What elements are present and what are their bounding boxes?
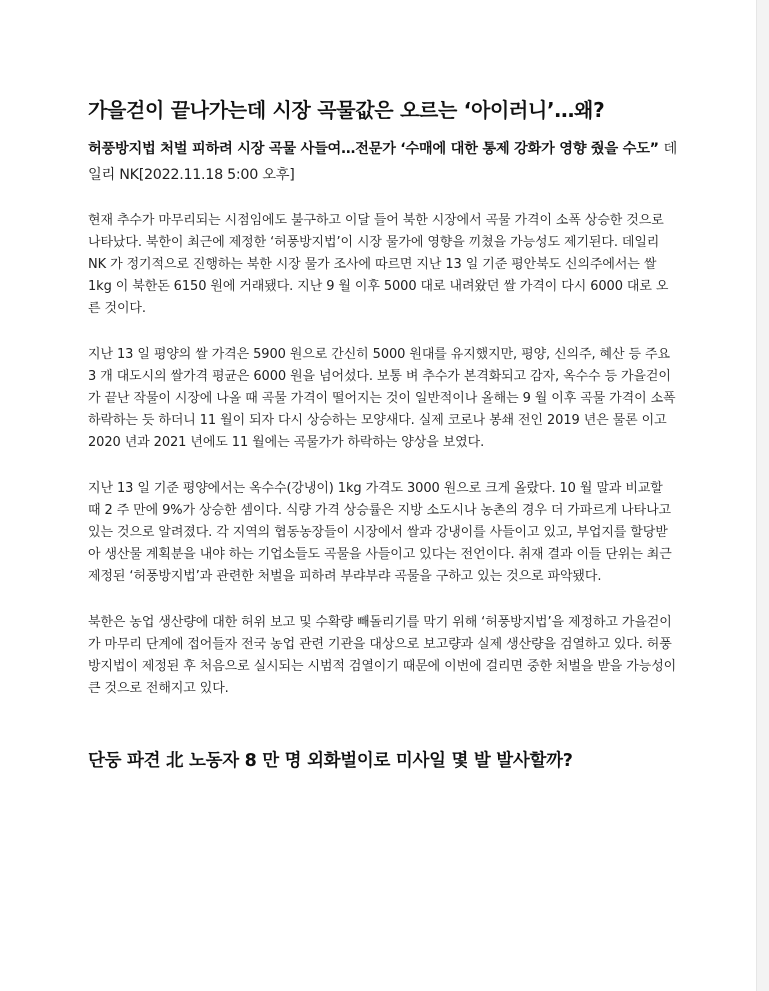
article-paragraph-1: 현재 추수가 마무리되는 시점임에도 불구하고 이달 들어 북한 시장에서 곡물 가격이 소폭 상승한 것으로 나타났다. 북한이 최근에 제정한 ‘허풍방지법’이 시장 물가에 영향을 끼쳤을 가능성도 제기된다. 데일리 NK 가 정기적으로 진행하는 북한 시장 물가 조사에 따르면 지난 13 일 기준 평안북도 신의주에서는 쌀 1kg 이 북한돈 6150 원에 거래됐다. 지난 9 월 이후 5000 대로 내려왔던 쌀 가격이 다시 6000 대로 오른 것이다. [88,213,669,316]
page-edge [756,0,769,991]
article-subheadline-line [88,136,678,188]
article-subheadline: 허풍방지법 처벌 피하려 시장 곡물 사들여…전문가 ‘수매에 대한 통제 강화가 영향 줬을 수도” [88,141,659,157]
article-paragraph-2: 지난 13 일 평양의 쌀 가격은 5900 원으로 간신히 5000 원대를 유지했지만, 평양, 신의주, 혜산 등 주요 3 개 대도시의 쌀가격 평균은 6000 원을 넘어섰다. 보통 벼 추수가 본격화되고 감자, 옥수수 등 가을걷이가 끝난 작물이 시장에 나올 때 곡물 가격이 떨어지는 것이 일반적이나 올해는 9 월 이후 곡물 가격이 소폭 하락하는 듯 하더니 11 월이 되자 다시 상승하는 모양새다. 실제 코로나 봉쇄 전인 2019 년은 물론 이고 2020 년과 2021 년에도 11 월에는 곡물가가 하락하는 양상을 보였다. [88,347,676,450]
next-article-headline: 단둥 파견 北 노동자 8 만 명 외화벌이로 미사일 몇 발 발사할까? [88,751,573,771]
article-paragraph-3: 지난 13 일 기준 평양에서는 옥수수(강냉이) 1kg 가격도 3000 원으로 크게 올랐다. 10 월 말과 비교할 때 2 주 만에 9%가 상승한 셈이다. 식량 가격 상승률은 지방 소도시나 농촌의 경우 더 가파르게 나타나고 있는 것으로 알려졌다. 각 지역의 협동농장들이 시장에서 쌀과 강냉이를 사들이고 있고, 부업지를 할당받아 생산물 계획분을 내야 하는 기업소들도 곡물을 사들이고 있다는 전언이다. 취재 결과 이들 단위는 최근 제정된 ‘허풍방지법’과 관련한 처벌을 피하려 부랴부랴 곡물을 구하고 있는 것으로 파악됐다. [88,481,672,584]
article-source: 데일리 NK[2022.11.18 5:00 오후] [88,141,677,183]
article-paragraph-4: 북한은 농업 생산량에 대한 허위 보고 및 수확량 빼돌리기를 막기 위해 ‘허풍방지법’을 제정하고 가을걷이가 마무리 단계에 접어들자 전국 농업 관련 기관을 대상으로 보고량과 실제 생산량을 검열하고 있다. 허풍방지법이 제정된 후 처음으로 실시되는 시범적 검열이기 때문에 이번에 걸리면 중한 처벌을 받을 가능성이 큰 것으로 전해지고 있다. [88,615,677,696]
article-content [88,96,678,774]
article-headline: 가을걷이 끝나가는데 시장 곡물값은 오르는 ‘아이러니’…왜? [88,98,605,122]
